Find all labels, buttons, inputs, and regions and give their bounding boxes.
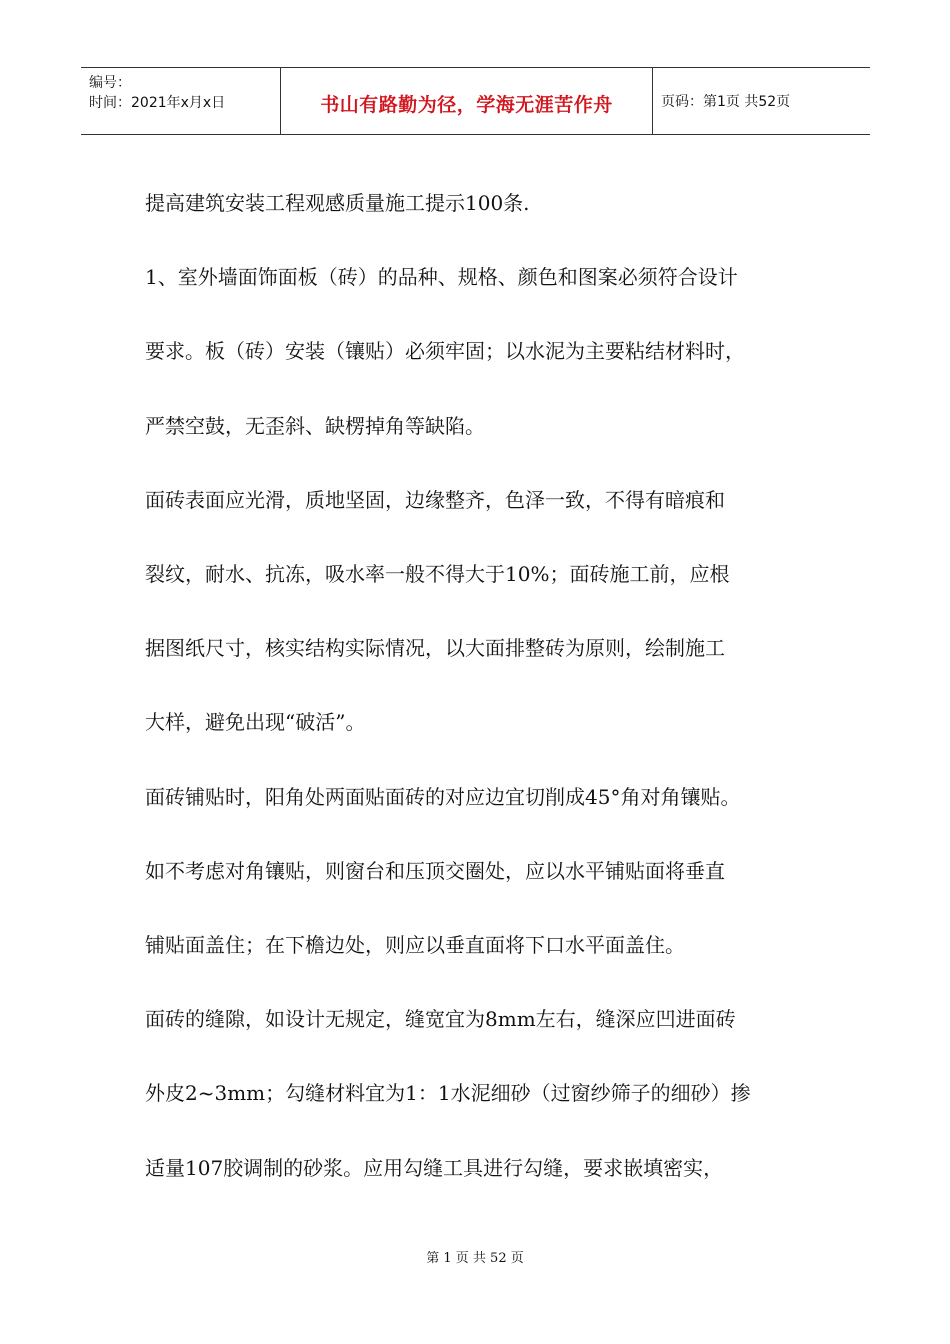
body-line: 铺贴面盖住；在下檐边处，则应以垂直面将下口水平面盖住。 <box>145 933 685 958</box>
header-motto-cell <box>281 68 653 134</box>
document-time-label: 时间：2021年x月x日 <box>89 95 226 111</box>
document-header <box>81 67 870 135</box>
body-line: 要求。板（砖）安装（镶贴）必须牢固；以水泥为主要粘结材料时， <box>145 339 745 364</box>
header-meta-cell <box>81 68 281 134</box>
document-body <box>145 166 825 1205</box>
document-number-label: 编号： <box>89 75 131 91</box>
body-line: 如不考虑对角镶贴，则窗台和压顶交圈处，应以水平铺贴面将垂直 <box>145 858 725 883</box>
header-motto: 书山有路勤为径，学海无涯苦作舟 <box>320 93 613 116</box>
body-line: 适量107胶调制的砂浆。应用勾缝工具进行勾缝，要求嵌填密实， <box>145 1155 724 1180</box>
body-line: 提高建筑安装工程观感质量施工提示100条. <box>145 191 530 215</box>
body-line: 据图纸尺寸，核实结构实际情况，以大面排整砖为原则，绘制施工 <box>145 636 725 661</box>
body-line: 外皮2~3mm；勾缝材料宜为1：1水泥细砂（过窗纱筛子的细砂）掺 <box>145 1081 751 1106</box>
page-footer: 第 1 页 共 52 页 <box>426 1251 524 1266</box>
body-line: 面砖表面应光滑，质地坚固，边缘整齐，色泽一致，不得有暗痕和 <box>145 487 725 512</box>
body-line: 1、室外墙面饰面板（砖）的品种、规格、颜色和图案必须符合设计 <box>145 265 738 290</box>
body-line: 裂纹，耐水、抗冻，吸水率一般不得大于10%；面砖施工前，应根 <box>145 562 730 587</box>
body-line: 面砖铺贴时，阳角处两面贴面砖的对应边宜切削成45°角对角镶贴。 <box>145 784 741 809</box>
body-line: 面砖的缝隙，如设计无规定，缝宽宜为8mm左右，缝深应凹进面砖 <box>145 1007 736 1032</box>
header-page-info: 页码：第1页 共52页 <box>661 94 791 110</box>
body-line: 大样，避免出现“破活”。 <box>145 710 366 735</box>
body-line: 严禁空鼓，无歪斜、缺楞掉角等缺陷。 <box>145 413 485 438</box>
header-page-cell <box>653 68 870 134</box>
